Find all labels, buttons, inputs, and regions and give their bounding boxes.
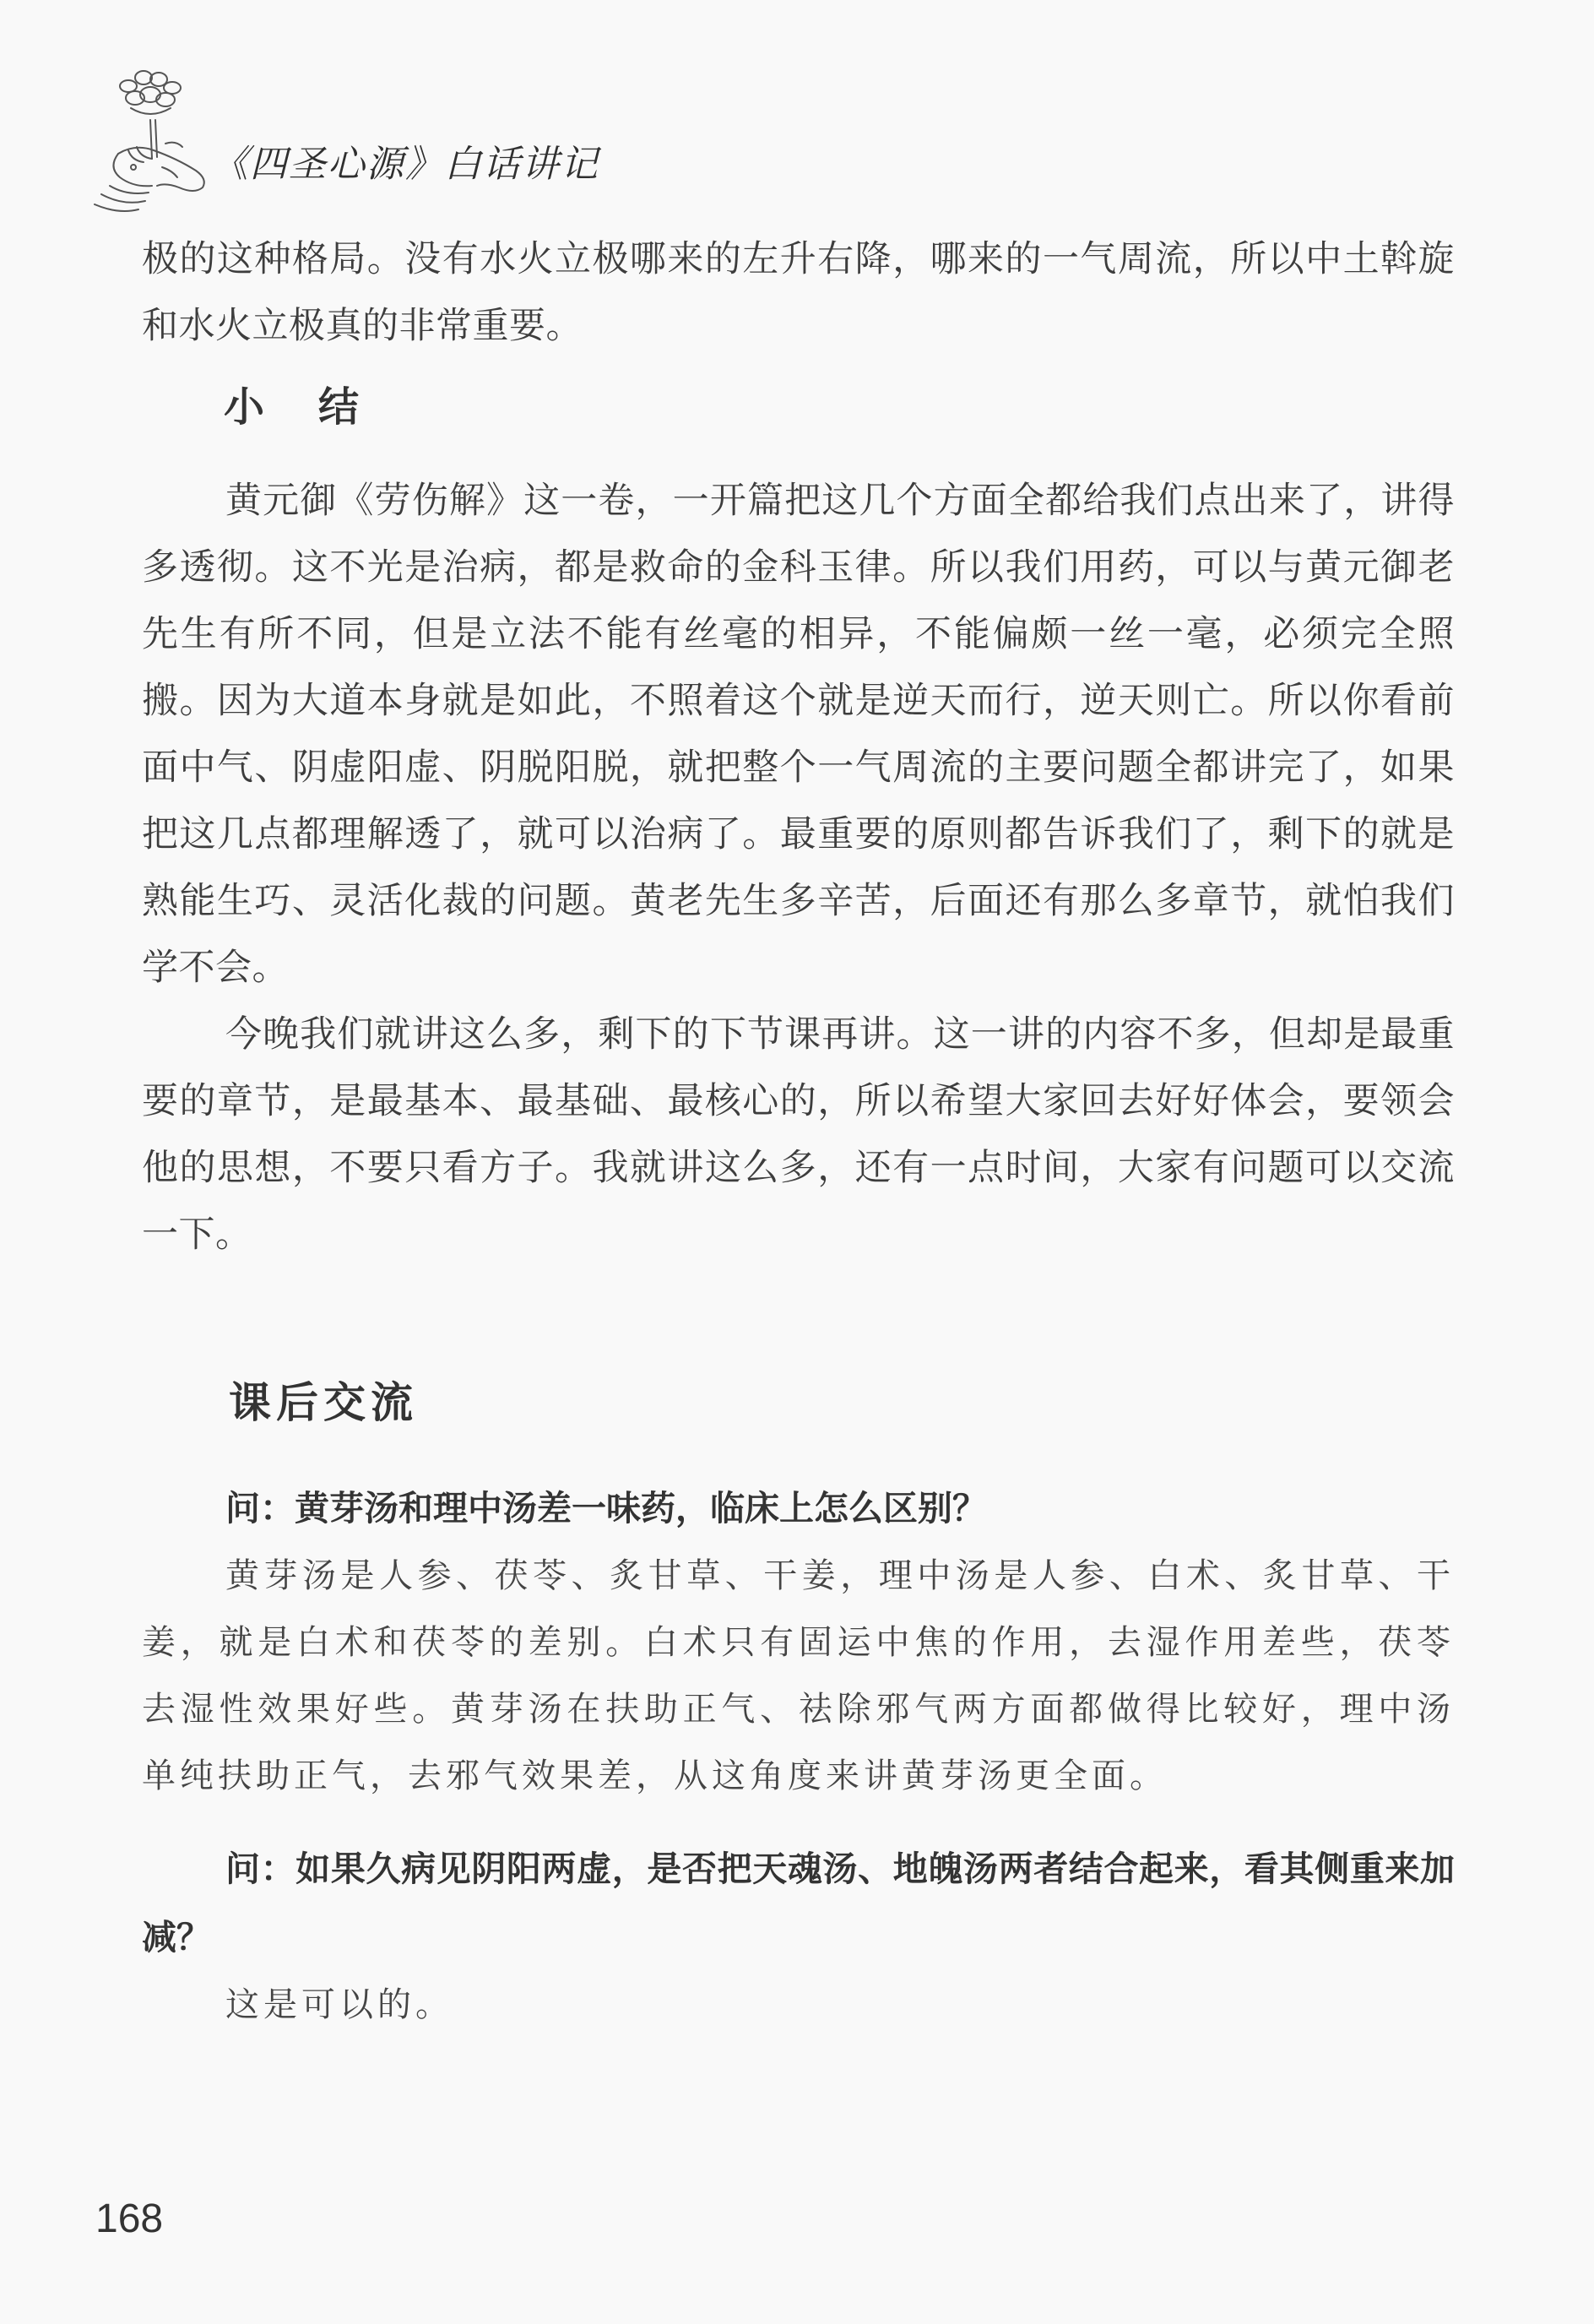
lotus-hand-icon	[84, 59, 220, 220]
page-header	[84, 59, 760, 228]
summary-heading: 小结	[224, 383, 414, 431]
book-title: 《四圣心源》白话讲记	[211, 143, 599, 186]
page-number: 168	[95, 2196, 164, 2241]
qa-heading: 课后交流	[229, 1377, 418, 1427]
summary-paragraph-2: 今晚我们就讲这么多，剩下的下节课再讲。这一讲的内容不多，但却是最重要的章节，是最基本、最基础、最核心的，所以希望大家回去好好体会，要领会他的思想，不要只看方子。我就讲这么多，还有一点时间，大家有问题可以交流一下。	[142, 1013, 1455, 1256]
answer-2: 这是可以的。	[225, 1985, 453, 2024]
page-content	[142, 226, 1455, 2039]
answer-1: 黄芽汤是人参、茯苓、炙甘草、干姜，理中汤是人参、白术、炙甘草、干姜，就是白术和茯苓的差别。白术只有固运中焦的作用，去湿作用差些，茯苓去湿性效果好些。黄芽汤在扶助正气、祛除邪气两方面都做得比较好，理中汤单纯扶助正气，去邪气效果差，从这角度来讲黄芽汤更全面。	[142, 1556, 1455, 1795]
question-2: 问：如果久病见阴阳两虚，是否把天魂汤、地魄汤两者结合起来，看其侧重来加减？	[142, 1849, 1455, 1957]
intro-paragraph: 极的这种格局。没有水火立极哪来的左升右降，哪来的一气周流，所以中土斡旋和水火立极真的非常重要。	[142, 238, 1455, 347]
summary-paragraph-1: 黄元御《劳伤解》这一卷，一开篇把这几个方面全都给我们点出来了，讲得多透彻。这不光是治病，都是救命的金科玉律。所以我们用药，可以与黄元御老先生有所不同，但是立法不能有丝毫的相异，不能偏颇一丝一毫，必须完全照搬。因为大道本身就是如此，不照着这个就是逆天而行，逆天则亡。所以你看前面中气、阴虚阳虚、阴脱阳脱，就把整个一气周流的主要问题全都讲完了，如果把这几点都理解透了，就可以治病了。最重要的原则都告诉我们了，剩下的就是熟能生巧、灵活化裁的问题。黄老先生多辛苦，后面还有那么多章节，就怕我们学不会。	[142, 480, 1455, 989]
question-1: 问：黄芽汤和理中汤差一味药，临床上怎么区别？	[225, 1488, 987, 1529]
